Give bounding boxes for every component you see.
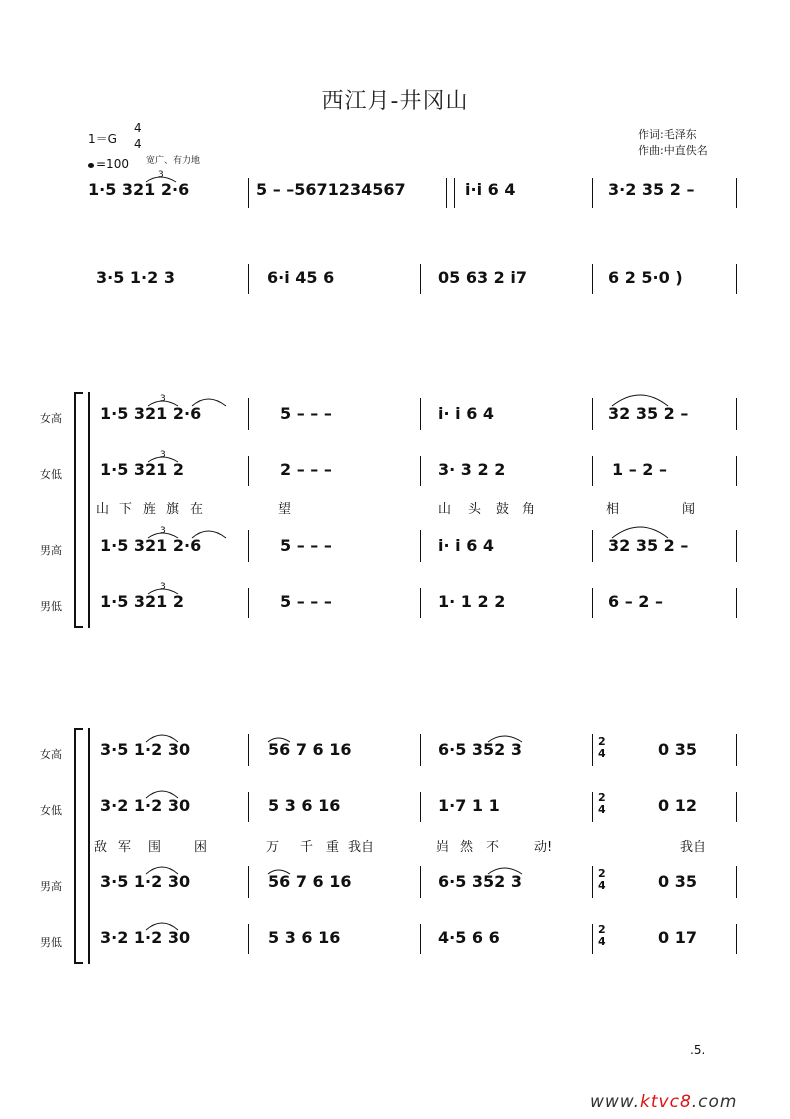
triplet-number: 3 bbox=[160, 450, 166, 460]
slur bbox=[146, 791, 178, 798]
measure: 6 – 2 – bbox=[608, 592, 663, 611]
intro-measure: 6·i 45 6 bbox=[267, 268, 335, 287]
measure: 5 – – – bbox=[280, 536, 332, 555]
lyric-char: 鼓 bbox=[496, 502, 510, 517]
triplet-number: 3 bbox=[158, 170, 164, 180]
lyric-char: 岿 bbox=[436, 840, 450, 855]
lyric-char: 不 bbox=[486, 840, 500, 855]
lyric-char: 闻 bbox=[682, 502, 696, 517]
page-title: 西江月-井冈山 bbox=[321, 89, 469, 114]
watermark bbox=[590, 1092, 737, 1112]
measure: 1·5 321 2·6 bbox=[100, 404, 202, 423]
lyric-char: 在 bbox=[190, 502, 204, 517]
page-number: .5. bbox=[690, 1043, 706, 1057]
measure: 0 12 bbox=[658, 796, 697, 815]
lyric-char: 我自 bbox=[348, 840, 375, 855]
part-label: 男高 bbox=[40, 880, 62, 893]
lyric-char: 困 bbox=[194, 840, 208, 855]
part-label: 男低 bbox=[40, 936, 62, 949]
measure: 56 7 6 16 bbox=[268, 872, 352, 891]
part-label: 男低 bbox=[40, 600, 62, 613]
measure: 3·5 1·2 30 bbox=[100, 740, 191, 759]
time-denominator: 4 bbox=[598, 803, 606, 816]
measure: 2 – – – bbox=[280, 460, 332, 479]
slur bbox=[146, 923, 178, 930]
lyric-char: 然 bbox=[460, 840, 474, 855]
intro-measure: i·i 6 4 bbox=[465, 180, 516, 199]
intro-measure: 3·5 1·2 3 bbox=[96, 268, 175, 287]
time-numerator: 2 bbox=[598, 867, 606, 880]
intro-measure: 5 – –5671234567 bbox=[256, 180, 406, 199]
intro-measure: 1·5 321 2·6 bbox=[88, 180, 190, 199]
watermark-prefix: www. bbox=[590, 1092, 641, 1112]
slur bbox=[612, 527, 668, 538]
measure: i· i 6 4 bbox=[438, 536, 495, 555]
lyric-char: 旌 bbox=[143, 502, 157, 517]
intro-measure: 6 2 5·0 ) bbox=[608, 268, 683, 287]
measure: 5 3 6 16 bbox=[268, 928, 341, 947]
key-signature: 1＝G bbox=[88, 132, 117, 146]
expression-mark: 宽广、有力地 bbox=[146, 156, 201, 166]
measure: 32 35 2 – bbox=[608, 536, 689, 555]
lyric-char: 头 bbox=[468, 502, 482, 517]
triplet-number: 3 bbox=[160, 394, 166, 404]
measure: 5 – – – bbox=[280, 404, 332, 423]
lyric-char: 角 bbox=[522, 502, 536, 517]
slur bbox=[488, 868, 522, 874]
slur bbox=[268, 870, 290, 874]
slur bbox=[488, 736, 522, 742]
intro-measure: 3·2 35 2 – bbox=[608, 180, 695, 199]
part-label: 女低 bbox=[40, 468, 62, 481]
time-numerator: 2 bbox=[598, 923, 606, 936]
time-numerator: 2 bbox=[598, 735, 606, 748]
slur bbox=[612, 395, 668, 406]
measure: 4·5 6 6 bbox=[438, 928, 500, 947]
measure: i· i 6 4 bbox=[438, 404, 495, 423]
measure: 0 35 bbox=[658, 872, 697, 891]
measure: 3·5 1·2 30 bbox=[100, 872, 191, 891]
lyric-char: 山 bbox=[96, 502, 110, 517]
measure: 1·7 1 1 bbox=[438, 796, 500, 815]
part-label: 男高 bbox=[40, 544, 62, 557]
measure: 5 3 6 16 bbox=[268, 796, 341, 815]
triplet-number: 3 bbox=[160, 582, 166, 592]
lyric-char: 下 bbox=[119, 502, 133, 517]
measure: 6·5 352 3 bbox=[438, 740, 523, 759]
composer: 作曲:中直佚名 bbox=[638, 144, 708, 157]
watermark-suffix: .com bbox=[691, 1092, 738, 1112]
lyric-char: 敌 bbox=[94, 840, 108, 855]
slur bbox=[192, 531, 226, 538]
measure: 3· 3 2 2 bbox=[438, 460, 506, 479]
measure: 6·5 352 3 bbox=[438, 872, 523, 891]
lyric-char: 重 bbox=[326, 840, 340, 855]
measure: 1·5 321 2·6 bbox=[100, 536, 202, 555]
measure: 1 – 2 – bbox=[612, 460, 667, 479]
measure: 5 – – – bbox=[280, 592, 332, 611]
triplet-number: 3 bbox=[160, 526, 166, 536]
lyric-char: 山 bbox=[438, 502, 452, 517]
time-numerator: 4 bbox=[134, 121, 142, 135]
part-label: 女高 bbox=[40, 412, 62, 425]
measure: 3·2 1·2 30 bbox=[100, 928, 191, 947]
time-denominator: 4 bbox=[598, 935, 606, 948]
lyric-char: 万 bbox=[266, 840, 280, 855]
watermark-brand: ktvc8 bbox=[640, 1092, 692, 1112]
measure: 0 35 bbox=[658, 740, 697, 759]
lyric-char: 动! bbox=[534, 840, 553, 855]
lyric-char: 军 bbox=[118, 840, 132, 855]
lyric-char: 围 bbox=[148, 840, 162, 855]
time-numerator: 2 bbox=[598, 791, 606, 804]
time-denominator: 4 bbox=[598, 747, 606, 760]
slur bbox=[268, 738, 290, 742]
slur bbox=[146, 867, 178, 874]
part-label: 女高 bbox=[40, 748, 62, 761]
lyricist: 作词:毛泽东 bbox=[638, 128, 697, 141]
slur bbox=[192, 399, 226, 406]
lyric-char: 望 bbox=[278, 502, 292, 517]
time-denominator: 4 bbox=[598, 879, 606, 892]
slur bbox=[146, 735, 178, 742]
lyric-char: 相 bbox=[606, 502, 620, 517]
measure: 32 35 2 – bbox=[608, 404, 689, 423]
time-denominator: 4 bbox=[134, 137, 142, 151]
part-label: 女低 bbox=[40, 804, 62, 817]
lyric-char: 千 bbox=[300, 840, 314, 855]
measure: 3·2 1·2 30 bbox=[100, 796, 191, 815]
lyric-char: 我自 bbox=[680, 840, 707, 855]
measure: 1· 1 2 2 bbox=[438, 592, 506, 611]
measure: 56 7 6 16 bbox=[268, 740, 352, 759]
measure: 1·5 321 2 bbox=[100, 592, 185, 611]
measure: 0 17 bbox=[658, 928, 697, 947]
lyric-char: 旗 bbox=[166, 502, 180, 517]
intro-measure: 05 63 2 i7 bbox=[438, 268, 527, 287]
tempo-value: =100 bbox=[96, 157, 129, 171]
measure: 1·5 321 2 bbox=[100, 460, 185, 479]
